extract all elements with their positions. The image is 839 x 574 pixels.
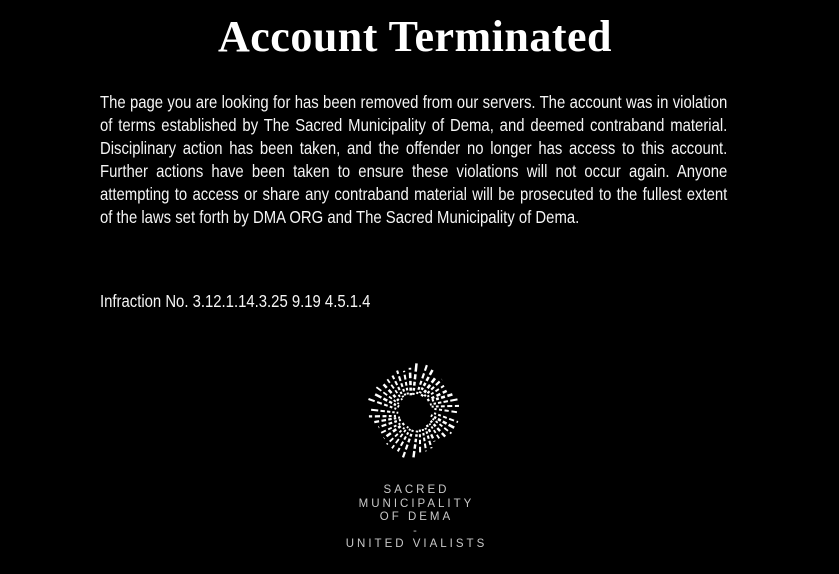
org-line-united-vialists: UNITED VIALISTS: [345, 537, 488, 550]
org-line-sacred: SACRED: [383, 484, 450, 496]
page-title: Account Terminated: [218, 12, 612, 61]
footer: [0, 359, 830, 551]
paragraph-line: of the laws set forth by DMA ORG and The Sacred Municipality of Dema.: [100, 207, 580, 227]
paragraph-line: attempting to access or share any contraband material will be prosecuted to the fullest extent: [100, 184, 728, 204]
paragraph-line: of terms established by The Sacred Municipality of Dema, and deemed contraband material.: [100, 115, 728, 135]
notice-paragraph: [100, 91, 727, 229]
org-line-of-dema: OF DEMA: [379, 511, 454, 523]
paragraph-line: Further actions have been taken to ensure these violations will not occur again. Anyone: [100, 161, 728, 181]
dema-seal-logo: [363, 359, 467, 463]
org-line-municipality: MUNICIPALITY: [358, 497, 475, 510]
paragraph-line: The page you are looking for has been removed from our servers. The account was in violation: [100, 92, 728, 112]
infraction-number: Infraction No. 3.12.1.14.3.25 9.19 4.5.1.4: [100, 291, 371, 311]
org-separator-dash: -: [413, 524, 420, 537]
footer-org: [343, 484, 488, 551]
paragraph-line: Disciplinary action has been taken, and the offender no longer has access to this account.: [100, 138, 728, 158]
